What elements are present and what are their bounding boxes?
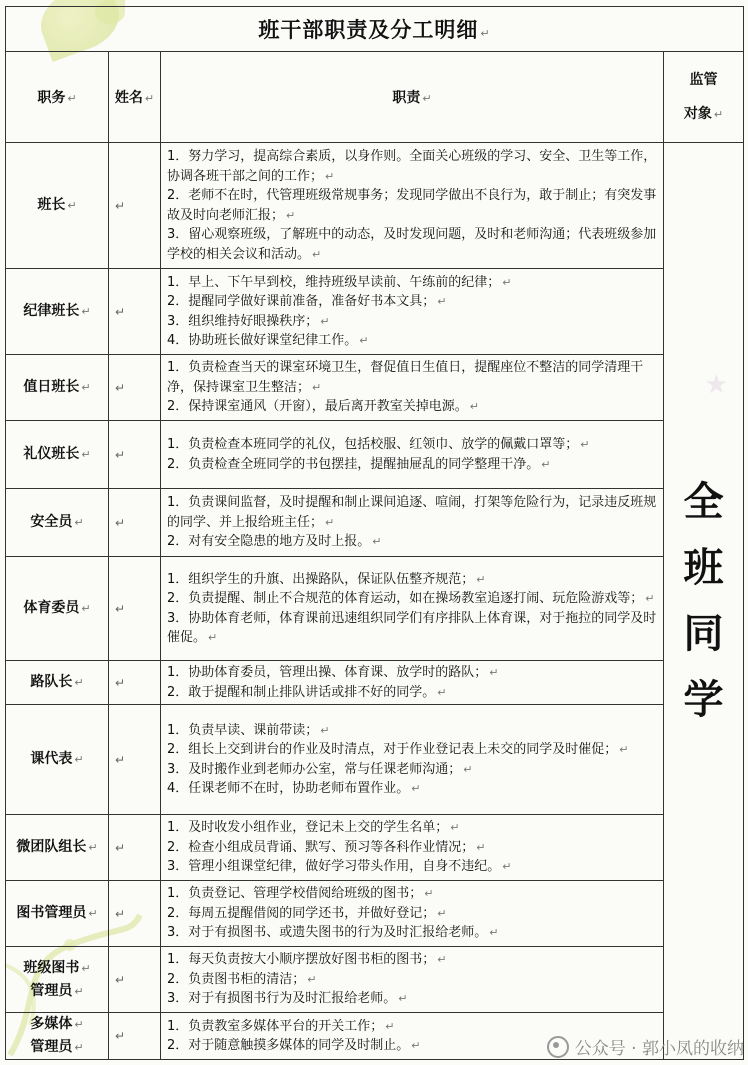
paragraph-mark: ↵ [115, 304, 126, 319]
duty-item: 3．管理小组课堂纪律，做好学习带头作用，自身不违纪。 ↵ [167, 859, 512, 875]
paragraph-mark: ↵ [81, 448, 91, 461]
position-cell [6, 705, 109, 815]
position-cell [6, 815, 109, 881]
header-duties: 职责 ↵ [161, 52, 664, 143]
duty-item: 2．敢于提醒和制止排队讲话或排不好的同学。 ↵ [167, 684, 447, 700]
duty-item: 2．对于随意触摸多媒体的同学及时制止。 ↵ [167, 1038, 421, 1053]
paragraph-mark: ↵ [115, 198, 126, 213]
paragraph-mark: ↵ [411, 1039, 421, 1052]
position-label: 图书管理员 [16, 905, 87, 921]
position-label: 多媒体 [30, 1016, 73, 1032]
duties-cell [161, 269, 664, 355]
watermark-text: 公众号 · 郭小凤的收纳 [574, 1039, 744, 1059]
duties-cell [161, 705, 664, 815]
duties-table [5, 6, 744, 1060]
paragraph-mark: ↵ [325, 515, 335, 529]
duty-item: 2．对有安全隐患的地方及时上报。 ↵ [167, 534, 382, 550]
duty-item: 1．负责检查当天的课室环境卫生，督促值日生值日，提醒座位不整洁的同学清理干净，保持课室卫生整洁； ↵ [167, 360, 644, 395]
table-row [6, 881, 744, 947]
paragraph-mark: ↵ [81, 961, 91, 975]
position-label: 纪律班长 [23, 303, 80, 319]
name-cell [109, 881, 161, 947]
position-cell [6, 1013, 109, 1060]
duty-item: 2．老师不在时，代管理班级常规事务；发现同学做出不良行为，敢于制止；有突发事故及时向老师汇报； ↵ [167, 188, 657, 223]
paragraph-mark: ↵ [115, 675, 126, 690]
duty-item: 2．负责图书柜的清洁； ↵ [167, 971, 317, 987]
watermark [547, 1034, 744, 1059]
paragraph-mark: ↵ [81, 305, 91, 318]
paragraph-mark: ↵ [115, 752, 126, 767]
paragraph-mark: ↵ [312, 380, 322, 394]
duty-item: 1．及时收发小组作业，登记未上交的学生名单； ↵ [167, 820, 460, 836]
duty-item: 2．负责检查全班同学的书包摆挂，提醒抽屉乱的同学整理干净。 ↵ [167, 456, 551, 472]
header-row [6, 52, 744, 143]
paragraph-mark: ↵ [502, 860, 512, 874]
paragraph-mark: ↵ [208, 631, 218, 644]
paragraph-mark: ↵ [74, 984, 84, 998]
position-cell [6, 661, 109, 705]
name-cell [109, 557, 161, 661]
paragraph-mark: ↵ [115, 1029, 126, 1043]
table-body [6, 143, 744, 1060]
target-char: 同 [683, 611, 724, 657]
duty-item: 2．提醒同学做好课前准备，准备好书本文具； ↵ [167, 294, 447, 309]
paragraph-mark: ↵ [502, 275, 512, 289]
paragraph-mark: ↵ [385, 1019, 395, 1033]
paragraph-mark: ↵ [74, 676, 84, 689]
name-cell [109, 705, 161, 815]
header-target: 监管 对象 ↵ [664, 52, 744, 143]
duty-item: 1．组织学生的升旗、出操路队，保证队伍整齐规范； ↵ [167, 571, 486, 587]
table-row [6, 269, 744, 355]
paragraph-mark: ↵ [411, 782, 421, 795]
name-cell [109, 489, 161, 557]
duty-item: 2．负责提醒、制止不合规范的体育运动，如在操场教室追逐打闹、玩危险游戏等； ↵ [167, 591, 655, 606]
duty-item: 2．检查小组成员背诵、默写、预习等各科作业情况； ↵ [167, 839, 486, 855]
paragraph-mark: ↵ [372, 535, 382, 549]
target-cell [664, 143, 744, 1060]
position-cell [6, 421, 109, 489]
paragraph-mark: ↵ [450, 821, 460, 835]
duty-item: 1．负责检查本班同学的礼仪，包括校服、红领巾、放学的佩戴口罩等； ↵ [167, 437, 590, 452]
paragraph-mark: ↵ [463, 762, 473, 776]
duty-item: 3．留心观察班级，了解班中的动态，及时发现问题，及时和老师沟通；代表班级参加学校的相关会议和活动。 ↵ [167, 227, 657, 262]
paragraph-mark: ↵ [312, 247, 322, 261]
paragraph-mark: ↵ [437, 906, 447, 920]
name-cell [109, 947, 161, 1013]
paragraph-mark: ↵ [619, 743, 629, 756]
paragraph-mark: ↵ [81, 602, 91, 615]
paragraph-mark: ↵ [580, 438, 590, 451]
position-label: 班长 [37, 197, 66, 213]
name-cell [109, 421, 161, 489]
duty-item: 1．负责早读、课前带读； ↵ [167, 722, 330, 738]
table-row [6, 143, 744, 269]
paragraph-mark: ↵ [541, 457, 551, 471]
position-label: 值日班长 [23, 379, 80, 395]
position-label: 管理员 [30, 1039, 73, 1055]
paragraph-mark: ↵ [645, 592, 655, 605]
paragraph-mark: ↵ [88, 841, 98, 854]
header-name: 姓名 ↵ [109, 52, 161, 143]
paragraph-mark: ↵ [398, 992, 408, 1006]
paragraph-mark: ↵ [74, 753, 84, 766]
paragraph-mark: ↵ [115, 380, 126, 395]
table-row [6, 705, 744, 815]
paragraph-mark: ↵ [74, 1041, 84, 1054]
paragraph-mark: ↵ [307, 972, 317, 986]
paragraph-mark: ↵ [437, 953, 447, 967]
target-char: 班 [683, 545, 724, 591]
duty-item: 3．组织维持好眼操秩序； ↵ [167, 313, 330, 329]
paragraph-mark: ↵ [88, 907, 98, 920]
paragraph-mark: ↵ [81, 381, 91, 394]
paragraph-mark: ↵ [286, 208, 296, 222]
duty-item: 3．对于有损图书、或遗失图书的行为及时汇报给老师。 ↵ [167, 925, 499, 941]
duty-item: 1．努力学习，提高综合素质，以身作则。全面关心班级的学习、安全、卫生等工作，协调各班干部之间的工作； ↵ [167, 149, 657, 184]
duty-item: 1．负责登记、管理学校借阅给班级的图书； ↵ [167, 886, 434, 902]
duty-item: 2．每周五提醒借阅的同学还书，并做好登记； ↵ [167, 905, 447, 921]
paragraph-mark: ↵ [469, 400, 479, 414]
paragraph-mark: ↵ [115, 840, 126, 855]
position-cell [6, 269, 109, 355]
duties-cell [161, 947, 664, 1013]
duties-cell [161, 815, 664, 881]
position-label: 路队长 [30, 674, 73, 690]
position-label: 礼仪班长 [23, 446, 80, 462]
duties-cell [161, 557, 664, 661]
table-title [6, 7, 744, 52]
paragraph-mark: ↵ [476, 840, 486, 854]
table-row [6, 421, 744, 489]
duty-item: 1．每天负责按大小顺序摆放好图书柜的图书； ↵ [167, 952, 447, 968]
duty-item: 1．负责课间监督，及时提醒和制止课间追逐、喧闹，打架等危险行为，记录违反班规的同学、并上报给班主任； ↵ [167, 495, 657, 530]
position-label: 微团队组长 [16, 839, 87, 855]
position-label: 管理员 [30, 982, 73, 999]
duty-item: 2．组长上交到讲台的作业及时清点，对于作业登记表上未交的同学及时催促； ↵ [167, 742, 629, 757]
duty-item: 1．负责教室多媒体平台的开关工作； ↵ [167, 1018, 395, 1034]
star-decoration: ★ [704, 370, 728, 400]
table-row [6, 355, 744, 421]
header-position: 职务 ↵ [6, 52, 109, 143]
name-cell [109, 661, 161, 705]
duty-item: 3．协助体育老师，体育课前迅速组织同学们有序排队上体育课，对于拖拉的同学及时催促。 ↵ [167, 610, 657, 645]
position-label: 课代表 [30, 751, 73, 767]
paragraph-mark: ↵ [437, 685, 447, 699]
position-label: 体育委员 [23, 600, 80, 616]
paragraph-mark: ↵ [325, 169, 335, 183]
paragraph-mark: ↵ [115, 447, 126, 462]
paragraph-mark: ↵ [480, 27, 491, 40]
paragraph-mark: ↵ [489, 926, 499, 940]
paragraph-mark: ↵ [67, 199, 77, 212]
paragraph-mark: ↵ [489, 666, 499, 679]
paragraph-mark: ↵ [74, 516, 84, 529]
table-row [6, 557, 744, 661]
name-cell [109, 815, 161, 881]
duty-item: 1．早上、下午早到校，维持班级早读前、午练前的纪律； ↵ [167, 274, 512, 290]
paragraph-mark: ↵ [115, 601, 126, 616]
paragraph-mark: ↵ [115, 972, 126, 987]
paragraph-mark: ↵ [115, 515, 126, 530]
duty-item: 2．保持课室通风（开窗），最后离开教室关掉电源。 ↵ [167, 399, 479, 415]
duties-cell [161, 355, 664, 421]
table-row [6, 661, 744, 705]
paragraph-mark: ↵ [74, 1018, 84, 1031]
table-row [6, 489, 744, 557]
name-cell [109, 143, 161, 269]
wechat-account-icon [547, 1036, 569, 1058]
paragraph-mark: ↵ [437, 295, 447, 308]
position-cell [6, 881, 109, 947]
position-cell [6, 557, 109, 661]
paragraph-mark: ↵ [476, 572, 486, 586]
position-label: 班级图书 [23, 959, 80, 976]
target-char: 学 [683, 677, 724, 723]
target-char: 全 [683, 479, 724, 525]
duties-cell [161, 143, 664, 269]
paragraph-mark: ↵ [424, 887, 434, 901]
table-row [6, 815, 744, 881]
paragraph-mark: ↵ [320, 723, 330, 737]
duty-item: 3．及时搬作业到老师办公室，常与任课老师沟通； ↵ [167, 761, 473, 777]
name-cell [109, 355, 161, 421]
duty-item: 3．对于有损图书行为及时汇报给老师。 ↵ [167, 991, 408, 1007]
position-cell [6, 355, 109, 421]
paragraph-mark: ↵ [115, 906, 126, 921]
paragraph-mark: ↵ [320, 314, 330, 328]
table-row [6, 947, 744, 1013]
position-cell [6, 947, 109, 1013]
name-cell [109, 1013, 161, 1060]
duty-item: 4．协助班长做好课堂纪律工作。 ↵ [167, 333, 369, 348]
name-cell [109, 269, 161, 355]
duties-cell [161, 421, 664, 489]
position-cell [6, 143, 109, 269]
duties-cell [161, 881, 664, 947]
duties-cell [161, 489, 664, 557]
title-text: 班干部职责及分工明细 [258, 18, 479, 42]
duties-cell [161, 661, 664, 705]
position-label: 安全员 [30, 514, 73, 530]
duty-item: 1．协助体育委员，管理出操、体育课、放学时的路队； ↵ [167, 665, 499, 680]
duty-item: 4．任课老师不在时，协助老师布置作业。 ↵ [167, 781, 421, 796]
position-cell [6, 489, 109, 557]
paragraph-mark: ↵ [359, 334, 369, 347]
